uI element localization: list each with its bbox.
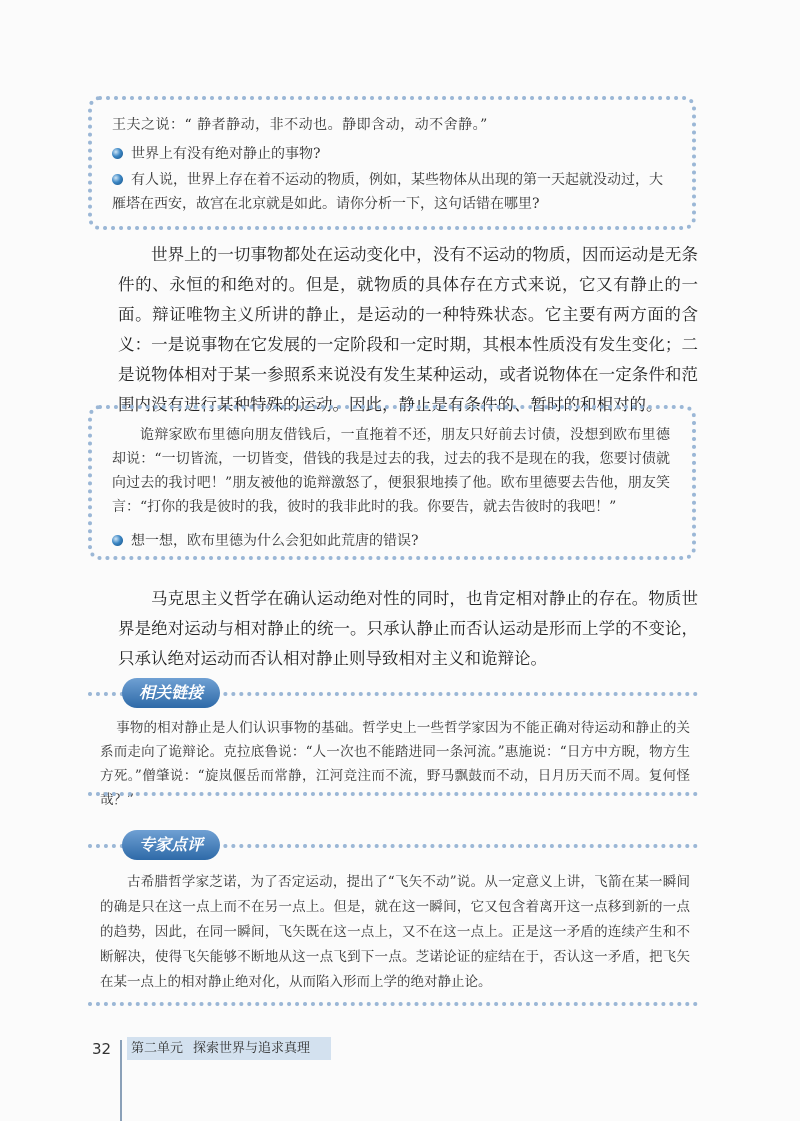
bullet-icon xyxy=(112,174,123,185)
question-text: 有人说，世界上存在着不运动的物质，例如，某些物体从出现的第一天起就没动过，大雁塔在西安，故宫在北京就是如此。请你分析一下，这句话错在哪里? xyxy=(112,172,663,212)
question-item xyxy=(112,142,670,166)
expert-comment-label: 专家点评 xyxy=(122,830,220,860)
body-paragraph-1: 世界上的一切事物都处在运动变化中，没有不运动的物质，因而运动是无条件的、永恒的和绝对的。但是，就物质的具体存在方式来说，它又有静止的一面。辩证唯物主义所讲的静止，是运动的一种特殊状态。它主要有两方面的含义：一是说事物在它发展的一定阶段和一定时期，其根本性质没有发生变化；二是说物体相对于某一参照系来说没有发生某种运动，或者说物体在一定条件和范围内没有进行某种特殊的运动。因此，静止是有条件的、暂时的和相对的。 xyxy=(118,245,698,414)
unit-number: 第二单元 xyxy=(131,1041,184,1056)
question-text: 世界上有没有绝对静止的事物? xyxy=(131,146,321,162)
body-paragraph-2: 马克思主义哲学在确认运动绝对性的同时，也肯定相对静止的存在。物质世界是绝对运动与相对静止的统一。只承认静止而否认运动是形而上学的不变论，只承认绝对运动而否认相对静止则导致相对主义和诡辩论。 xyxy=(118,589,698,668)
section-divider xyxy=(88,792,698,796)
wangfuzhi-quote: 王夫之说：“ 静者静动，非不动也。静即含动，动不舍静。” xyxy=(112,117,488,133)
question-item xyxy=(112,168,670,216)
unit-title: 探索世界与追求真理 xyxy=(193,1041,311,1056)
page-number: 32 xyxy=(92,1040,112,1058)
bullet-icon xyxy=(112,535,123,546)
discussion-box-1 xyxy=(88,96,696,230)
eubulides-story: 诡辩家欧布里德向朋友借钱后，一直拖着不还，朋友只好前去讨债，没想到欧布里德却说：“一切皆流，一切皆变，借钱的我是过去的我，过去的我不是现在的我，您要讨债就向过去的我讨吧！”朋友被他的诡辩激怒了，便狠狠地揍了他。欧布里德要去告他，朋友笑言：“打你的我是彼时的我，彼时的我非此时的我。你要告，就去告彼时的我吧！” xyxy=(112,427,670,515)
footer-rule xyxy=(120,1040,122,1121)
related-links-text: 事物的相对静止是人们认识事物的基础。哲学史上一些哲学家因为不能正确对待运动和静止的关系而走向了诡辩论。克拉底鲁说：“人一次也不能踏进同一条河流。”惠施说：“日方中方睨，物方生方死。”僧肇说：“旋岚偃岳而常静，江河竞注而不流，野马飘鼓而不动，日月历天而不周。复何怪哉？” xyxy=(100,720,690,808)
chapter-header xyxy=(127,1037,331,1060)
section-divider xyxy=(88,1002,698,1006)
question-text: 想一想，欧布里德为什么会犯如此荒唐的错误? xyxy=(131,533,419,549)
bullet-icon xyxy=(112,148,123,159)
question-item xyxy=(112,529,670,553)
expert-comment-text: 古希腊哲学家芝诺，为了否定运动，提出了“飞矢不动”说。从一定意义上讲，飞箭在某一瞬间的确是只在这一点上而不在另一点上。但是，就在这一瞬间，它又包含着离开这一点移到新的一点的趋势，因此，在同一瞬间，飞矢既在这一点上，又不在这一点上。正是这一矛盾的连续产生和不断解决，使得飞矢能够不断地从这一点飞到下一点。芝诺论证的症结在于，否认这一矛盾，把飞矢在某一点上的相对静止绝对化，从而陷入形而上学的绝对静止论。 xyxy=(100,874,690,990)
discussion-box-2 xyxy=(88,405,696,560)
related-links-label: 相关链接 xyxy=(122,678,220,708)
